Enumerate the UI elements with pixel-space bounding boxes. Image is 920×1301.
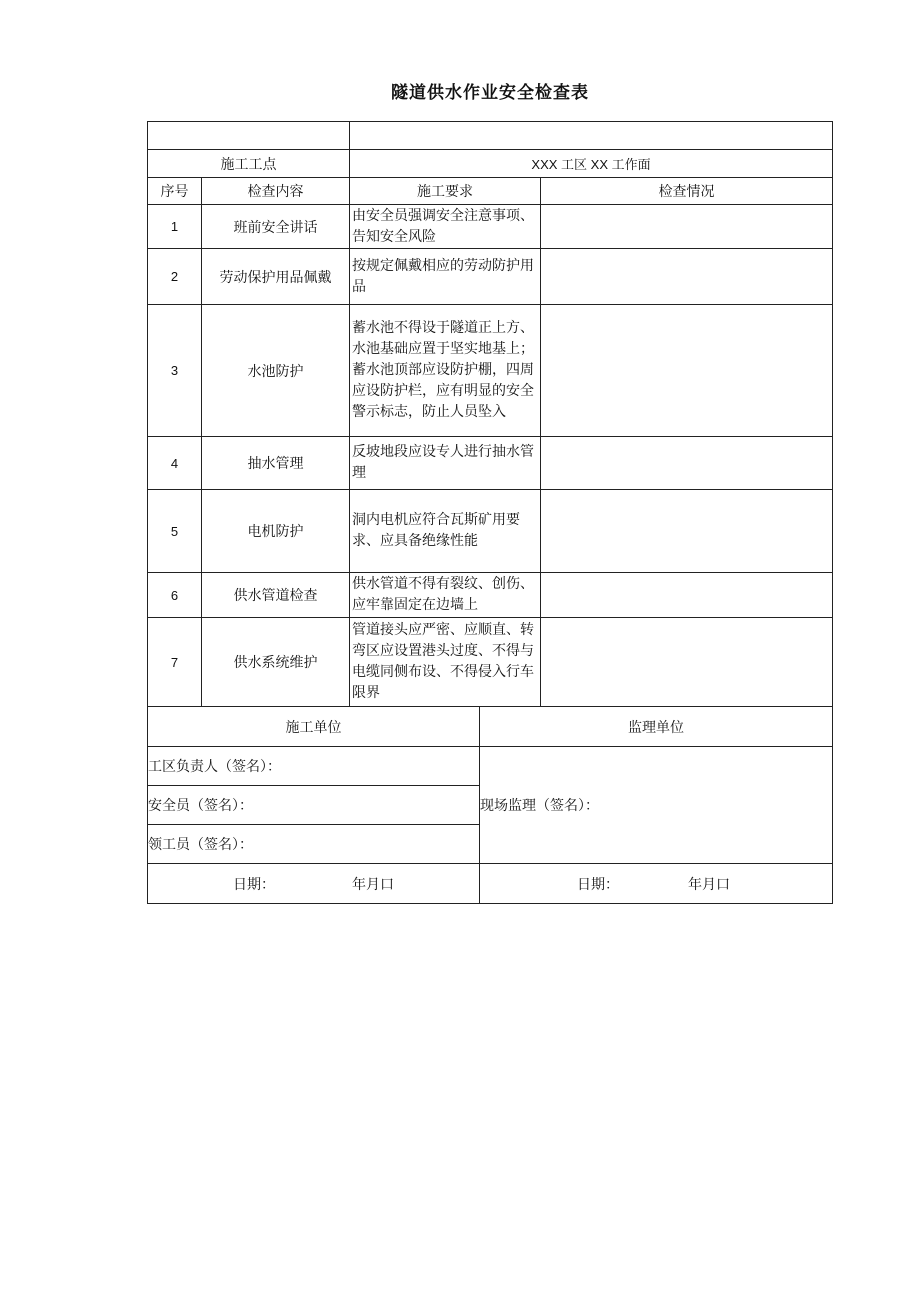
row-number: 5	[148, 490, 202, 573]
date-row	[148, 864, 833, 904]
table-row	[148, 205, 833, 249]
site-label: 施工工点	[148, 150, 350, 178]
site-row	[148, 150, 833, 178]
area-leader-signature[interactable]: 工区负责人（签名）：	[148, 747, 480, 786]
row-item: 供水管道检查	[202, 573, 350, 618]
row-requirement: 蓄水池不得设于隧道正上方、水池基础应置于坚实地基上；蓄水池顶部应设防护棚，四周应设防护栏，应有明显的安全警示标志，防止人员坠入	[350, 305, 541, 437]
supervision-unit-label: 监理单位	[480, 707, 833, 747]
inspection-table	[147, 121, 833, 904]
row-item: 电机防护	[202, 490, 350, 573]
table-row	[148, 305, 833, 437]
row-item: 班前安全讲话	[202, 205, 350, 249]
row-number: 2	[148, 249, 202, 305]
supervision-date-value: 年月口	[688, 876, 730, 893]
row-status[interactable]	[541, 305, 833, 437]
row-requirement: 管道接头应严密、应顺直、转弯区应设置港头过度、不得与电缆同侧布设、不得侵入行车限界	[350, 618, 541, 707]
units-header-row	[148, 707, 833, 747]
site-supervisor-signature[interactable]: 现场监理（签名）：	[480, 747, 833, 864]
construction-date-cell[interactable]	[148, 864, 480, 904]
signature-row	[148, 747, 833, 786]
row-status[interactable]	[541, 573, 833, 618]
row-number: 3	[148, 305, 202, 437]
row-number: 4	[148, 437, 202, 490]
row-requirement: 供水管道不得有裂纹、创伤、应牢靠固定在边墙上	[350, 573, 541, 618]
row-status[interactable]	[541, 249, 833, 305]
row-status[interactable]	[541, 618, 833, 707]
column-header-no: 序号	[148, 178, 202, 205]
table-row	[148, 573, 833, 618]
column-header-status: 检查情况	[541, 178, 833, 205]
site-value: XXX 工区 XX 工作面	[350, 150, 833, 178]
row-item: 劳动保护用品佩戴	[202, 249, 350, 305]
document-title: 隧道供水作业安全检查表	[391, 83, 589, 103]
column-header-requirement: 施工要求	[350, 178, 541, 205]
construction-date-value: 年月口	[352, 876, 394, 893]
supervision-date-cell[interactable]	[480, 864, 833, 904]
construction-unit-label: 施工单位	[148, 707, 480, 747]
row-item: 水池防护	[202, 305, 350, 437]
row-number: 6	[148, 573, 202, 618]
blank-cell-left	[148, 122, 350, 150]
row-item: 抽水管理	[202, 437, 350, 490]
column-header-item: 检查内容	[202, 178, 350, 205]
row-requirement: 按规定佩戴相应的劳动防护用品	[350, 249, 541, 305]
row-status[interactable]	[541, 437, 833, 490]
row-number: 7	[148, 618, 202, 707]
row-status[interactable]	[541, 490, 833, 573]
blank-header-row	[148, 122, 833, 150]
table-row	[148, 249, 833, 305]
row-number: 1	[148, 205, 202, 249]
safety-officer-signature[interactable]: 安全员（签名）：	[148, 786, 480, 825]
blank-cell-right	[350, 122, 833, 150]
row-status[interactable]	[541, 205, 833, 249]
row-requirement: 由安全员强调安全注意事项、告知安全风险	[350, 205, 541, 249]
row-requirement: 反坡地段应设专人进行抽水管理	[350, 437, 541, 490]
supervision-date-label: 日期：	[577, 876, 619, 893]
row-requirement: 洞内电机应符合瓦斯矿用要求、应具备绝缘性能	[350, 490, 541, 573]
construction-date-label: 日期：	[233, 876, 275, 893]
table-row	[148, 437, 833, 490]
foreman-signature[interactable]: 领工员（签名）：	[148, 825, 480, 864]
row-item: 供水系统维护	[202, 618, 350, 707]
table-row	[148, 618, 833, 707]
column-header-row	[148, 178, 833, 205]
table-row	[148, 490, 833, 573]
